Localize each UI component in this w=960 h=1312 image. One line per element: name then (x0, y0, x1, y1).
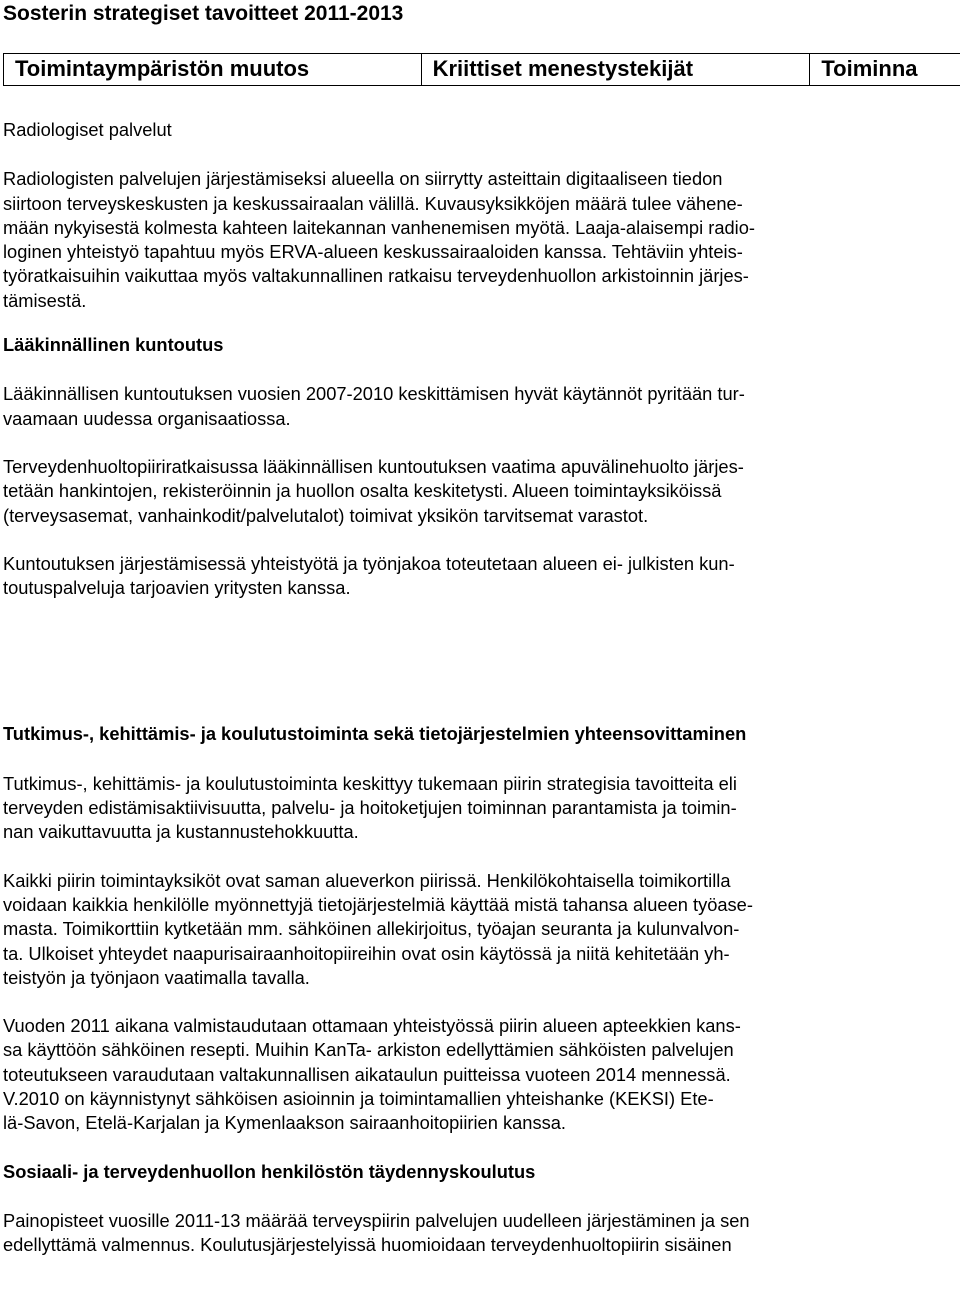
text-line: Kaikki piirin toimintayksiköt ovat saman alueverkon piirissä. Henkilökohtaisella toimikortilla (3, 869, 731, 891)
section-heading-koulutus: Sosiaali- ja terveydenhuollon henkilöstön täydennyskoulutus (3, 1160, 536, 1182)
paragraph-tutkimus-3 (3, 1014, 883, 1135)
text-line: terveyden edistämisaktiivisuutta, palvelu- ja hoitoketjujen toiminnan parantamista ja toimin- (3, 797, 737, 819)
paragraph-tutkimus-2 (3, 869, 883, 990)
text-line: nan vaikuttavuutta ja kustannustehokkuutta. (3, 821, 359, 843)
section-heading-kuntoutus: Lääkinnällinen kuntoutus (3, 334, 224, 356)
text-line: toutuspalveluja tarjoavien yritysten kanssa. (3, 577, 351, 599)
text-line: siirtoon terveyskeskusten ja keskussairaalan välillä. Kuvausyksikköjen määrä tulee vähene- (3, 192, 743, 214)
text-line: vaamaan uudessa organisaatiossa. (3, 407, 291, 429)
paragraph-radiologia (3, 167, 883, 313)
text-line: (terveysasemat, vanhainkodit/palvelutalot) toimivat yksikön tarvitsemat varastot. (3, 504, 649, 526)
header-cell-menestystekijat: Kriittiset menestystekijät (422, 54, 811, 85)
paragraph-kuntoutus-3 (3, 552, 883, 601)
text-line: Lääkinnällisen kuntoutuksen vuosien 2007-2010 keskittämisen hyvät käytännöt pyritään tur- (3, 383, 745, 405)
document-title: Sosterin strategiset tavoitteet 2011-2013 (3, 2, 404, 25)
header-cell-toimintaymparisto: Toimintaympäristön muutos (4, 54, 422, 85)
text-line: Kuntoutuksen järjestämisessä yhteistyötä ja työnjakoa toteutetaan alueen ei- julkisten kun- (3, 552, 735, 574)
text-line: teistyön ja työnjaon vaatimalla tavalla. (3, 966, 310, 988)
text-line: työratkaisuihin vaikuttaa myös valtakunnallinen ratkaisu terveydenhuollon arkistoinnin järjes- (3, 265, 749, 287)
text-line: toteutukseen varaudutaan valtakunnallisen aikataulun puitteissa vuoteen 2014 mennessä. (3, 1063, 731, 1085)
text-line: lä-Savon, Etelä-Karjalan ja Kymenlaakson sairaanhoitopiirien kanssa. (3, 1112, 566, 1134)
text-line: loginen yhteistyö tapahtuu myös ERVA-alueen keskussairaaloiden kanssa. Tehtäviin yhteis- (3, 241, 743, 263)
text-line: Radiologisten palvelujen järjestämiseksi alueella on siirrytty asteittain digitaaliseen tiedon (3, 168, 723, 190)
strategy-header-table (3, 53, 960, 86)
text-line: edellyttämä valmennus. Koulutusjärjestelyissä huomioidaan terveydenhuoltopiirin sisäinen (3, 1234, 732, 1256)
section-heading-tutkimus: Tutkimus-, kehittämis- ja koulutustoiminta sekä tietojärjestelmien yhteensovittaminen (3, 723, 747, 745)
text-line: mään nykyisestä kolmesta kahteen laitekannan vanhenemisen myötä. Laaja-alaisempi radio- (3, 216, 755, 238)
text-line: ta. Ulkoiset yhteydet naapurisairaanhoitopiireihin ovat osin käytössä ja niitä kehitetään yh- (3, 942, 730, 964)
text-line: Tutkimus-, kehittämis- ja koulutustoiminta keskittyy tukemaan piirin strategisia tavoitteita eli (3, 772, 737, 794)
paragraph-kuntoutus-2 (3, 455, 883, 528)
paragraph-kuntoutus-1 (3, 382, 883, 431)
text-line: masta. Toimikorttiin kytketään mm. sähköinen allekirjoitus, työajan seuranta ja kulunvalvon- (3, 918, 740, 940)
header-cell-toiminnan: Toiminna (821, 56, 918, 81)
text-line: tetään hankintojen, rekisteröinnin ja huollon osalta keskitetysti. Alueen toimintayksiköissä (3, 480, 722, 502)
text-line: tämisestä. (3, 289, 87, 311)
text-line: Vuoden 2011 aikana valmistaudutaan ottamaan yhteistyössä piirin alueen apteekkien kans- (3, 1015, 741, 1037)
document-body (3, 118, 883, 1258)
text-line: sa käyttöön sähköinen resepti. Muihin KanTa- arkiston edellyttämien sähköisten palvelujen (3, 1039, 734, 1061)
paragraph-tutkimus-1 (3, 772, 883, 845)
paragraph-koulutus-1 (3, 1209, 883, 1258)
text-line: Terveydenhuoltopiiriratkaisussa lääkinnällisen kuntoutuksen vaatima apuvälinehuolto järjes- (3, 455, 744, 477)
text-line: voidaan kaikkia henkilölle myönnettyjä tietojärjestelmiä käyttää mistä tahansa alueen työase- (3, 893, 753, 915)
section-heading-radiologia: Radiologiset palvelut (3, 119, 172, 140)
text-line: Painopisteet vuosille 2011-13 määrää terveyspiirin palvelujen uudelleen järjestäminen ja sen (3, 1209, 750, 1231)
text-line: V.2010 on käynnistynyt sähköisen asioinnin ja toimintamallien yhteishanke (KEKSI) Ete- (3, 1088, 714, 1110)
